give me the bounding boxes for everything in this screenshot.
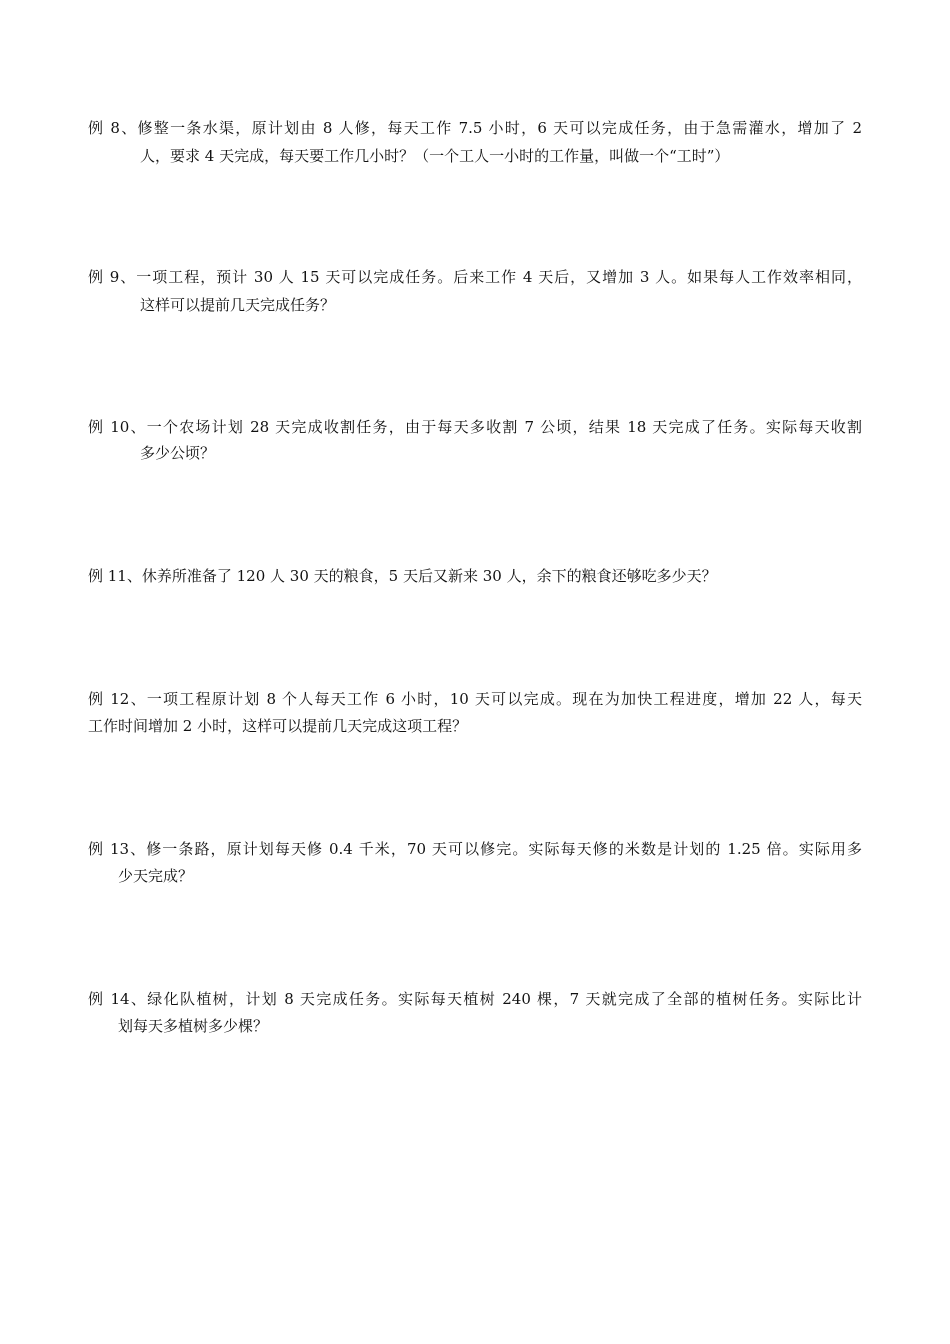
problem-text: 工作时间增加 2 小时，这样可以提前几天完成这项工程？ — [88, 717, 468, 735]
problem-text: 例 8、修整一条水渠，原计划由 8 人修，每天工作 7.5 小时，6 天可以完成任务，由于急需灌水，增加了 2 — [88, 119, 862, 137]
problem-text: 例 9、一项工程，预计 30 人 15 天可以完成任务。后来工作 4 天后，又增加 3 人。如果每人工作效率相同， — [88, 268, 862, 286]
problem-text: 例 10、一个农场计划 28 天完成收割任务，由于每天多收割 7 公顷，结果 18 天完成了任务。实际每天收割 — [88, 418, 862, 436]
problem-text: 人，要求 4 天完成，每天要工作几小时？（一个工人一小时的工作量，叫做一个“工时”） — [140, 147, 730, 165]
problem-text: 例 14、绿化队植树，计划 8 天完成任务。实际每天植树 240 棵，7 天就完成了全部的植树任务。实际比计 — [88, 990, 862, 1008]
problem-text: 划每天多植树多少棵？ — [118, 1017, 269, 1035]
problem-text: 少天完成？ — [118, 867, 194, 885]
problem-text: 多少公顷？ — [140, 444, 216, 462]
problem-text: 例 12、一项工程原计划 8 个人每天工作 6 小时，10 天可以完成。现在为加快工程进度，增加 22 人，每天 — [88, 690, 862, 708]
problem-text: 例 11、休养所准备了 120 人 30 天的粮食，5 天后又新来 30 人，余下的粮食还够吃多少天？ — [88, 567, 717, 585]
problem-text: 例 13、修一条路，原计划每天修 0.4 千米，70 天可以修完。实际每天修的米数是计划的 1.25 倍。实际用多 — [88, 840, 862, 858]
problem-text: 这样可以提前几天完成任务？ — [140, 296, 336, 314]
